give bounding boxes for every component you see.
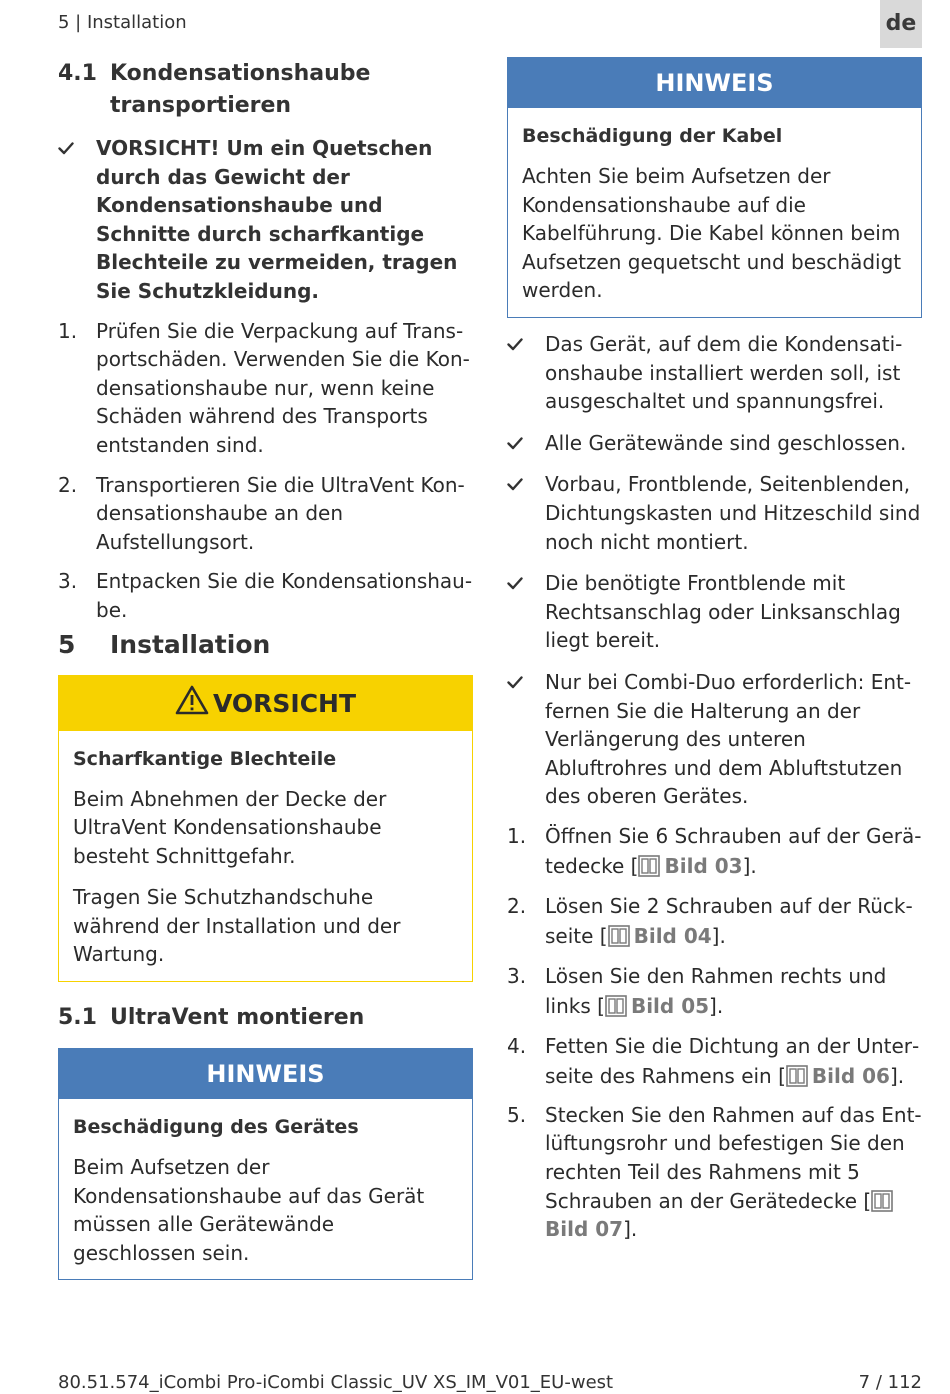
figure-ref-label: Bild 05 [630,994,710,1019]
figure-link[interactable] [638,854,742,878]
language-badge: de [880,0,922,48]
figure-link[interactable] [605,994,709,1018]
footer-page-number: 7 / 112 [858,1372,922,1393]
check-icon [507,569,543,599]
step-text: Prüfen Sie die Verpackung auf Transportschäden. Verwenden Sie die Kondensationshaube nur, wenn keine Schäden während des Transports entstanden sind. [96,318,470,457]
step-item [58,317,473,460]
step-text-end: ]. [889,1064,905,1089]
step-text: Fetten Sie die Dichtung an der Unterseite des Rahmens ein [ [545,1033,920,1089]
vorsicht-box [58,675,473,983]
check-text: Nur bei Combi-Duo erforderlich: Entfernen Sie die Halterung an der Verlängerung des unteren Abluftrohres und dem Abluftstutzen des oberen Gerätes. [545,669,912,809]
figure-ref-label: Bild 04 [633,924,712,949]
check-icon [507,330,543,360]
step-text-end: ]. [742,854,757,879]
figure-link[interactable] [786,1064,890,1088]
step-number: 3. [58,569,78,594]
step-text-end: ]. [709,994,724,1019]
figure-icon [871,1190,893,1212]
vorsicht-title: Scharfkantige Blechteile [73,747,337,770]
check-item [507,470,922,556]
step-item [507,1031,922,1092]
step-text: Transportieren Sie die UltraVent Kondensationshaube an den Aufstellungsort. [96,472,465,554]
step-text-end: ]. [711,924,726,949]
figure-icon [638,855,660,877]
step-item [507,961,922,1022]
figure-icon [605,995,627,1017]
hinweis-text: Beim Aufsetzen der Kondensationshaube auf das Gerät müssen alle Gerätewände geschlossen sein. [73,1155,425,1265]
left-column [58,56,473,1280]
caution-check-item [58,134,473,306]
check-icon [507,470,543,500]
step-text: Lösen Sie den Rahmen rechts und links [ [545,963,887,1019]
vorsicht-label: VORSICHT [212,688,357,718]
vorsicht-text: Beim Abnehmen der Decke der UltraVent Kondensationshaube besteht Schnittgefahr. [73,786,387,868]
vorsicht-bar [59,676,472,731]
hinweis-bar: HINWEIS [59,1049,472,1099]
step-number: 2. [507,893,527,918]
hinweis-box [507,57,922,318]
caution-text: VORSICHT! Um ein Quetschen durch das Gewicht der Kondensationshaube und Schnitte durch scharfkantige Blechteile zu vermeiden, tragen Sie Schutzkleidung. [96,136,458,303]
step-text: Entpacken Sie die Kondensationshaube. [96,569,473,622]
section-title: UltraVent montieren [110,1005,365,1031]
section-number: 5.1 [58,1005,97,1031]
step-item [507,821,922,882]
check-text: Das Gerät, auf dem die Kondensationshaube installiert werden soll, ist ausgeschaltet und spannungsfrei. [545,331,903,414]
figure-ref-label: Bild 06 [811,1064,890,1089]
hinweis-title: Beschädigung des Gerätes [73,1116,359,1139]
step-text-end: ]. [623,1217,638,1242]
check-item [507,569,922,655]
hinweis-bar: HINWEIS [508,58,921,108]
figure-link[interactable] [608,924,712,948]
step-number: 4. [507,1033,527,1058]
step-number: 5. [507,1102,527,1127]
section-title: Kondensationshaube transportieren [110,61,371,118]
step-item [507,1101,922,1244]
check-icon [507,429,543,459]
section-number: 5 [58,629,76,659]
step-item [58,567,473,624]
step-text: Öffnen Sie 6 Schrauben auf der Gerätedecke [ [545,823,922,879]
check-item [507,330,922,416]
step-text: Stecken Sie den Rahmen auf das Entlüftungsrohr und befestigen Sie den rechten Teil des Rahmens mit 5 Schrauben an der Gerätedecke [ [545,1102,922,1213]
warning-triangle-icon [175,685,209,715]
hinweis-text: Achten Sie beim Aufsetzen der Kondensationshaube auf die Kabelführung. Die Kabel können beim Aufsetzen gequetscht und beschädigt werden. [522,164,902,303]
section-heading-5 [58,629,473,661]
right-column [507,57,922,1244]
check-text: Vorbau, Frontblende, Seitenblenden, Dichtungskasten und Hitzeschild sind noch nicht montiert. [545,472,921,554]
section-number: 4.1 [58,61,97,86]
section-heading-5-1 [58,1002,473,1034]
check-text: Die benötigte Frontblende mit Rechtsanschlag oder Linksanschlag liegt bereit. [545,571,901,653]
step-number: 1. [507,823,527,848]
step-item [58,471,473,557]
step-item [507,891,922,952]
figure-icon [608,925,630,947]
figure-ref-label: Bild 03 [664,854,743,879]
step-number: 1. [58,318,78,343]
check-icon [507,668,543,698]
hinweis-box [58,1048,473,1280]
step-number: 3. [507,963,527,988]
check-item [507,668,922,811]
section-heading-4-1 [58,58,473,122]
check-text: Alle Gerätewände sind geschlossen. [545,430,907,455]
figure-ref-label: Bild 07 [545,1217,624,1242]
step-text: Lösen Sie 2 Schrauben auf der Rückseite [ [545,893,913,949]
hinweis-title: Beschädigung der Kabel [522,125,783,147]
vorsicht-text: Tragen Sie Schutzhandschuhe während der Installation und der Wartung. [73,885,401,967]
check-icon [58,134,94,164]
step-number: 2. [58,472,78,497]
footer-doc-id: 80.51.574_iCombi Pro-iCombi Classic_UV XS_IM_V01_EU-west [58,1372,614,1393]
section-title: Installation [110,629,271,659]
figure-icon [786,1065,808,1087]
check-item [507,429,922,458]
running-header: 5 | Installation [58,12,187,33]
